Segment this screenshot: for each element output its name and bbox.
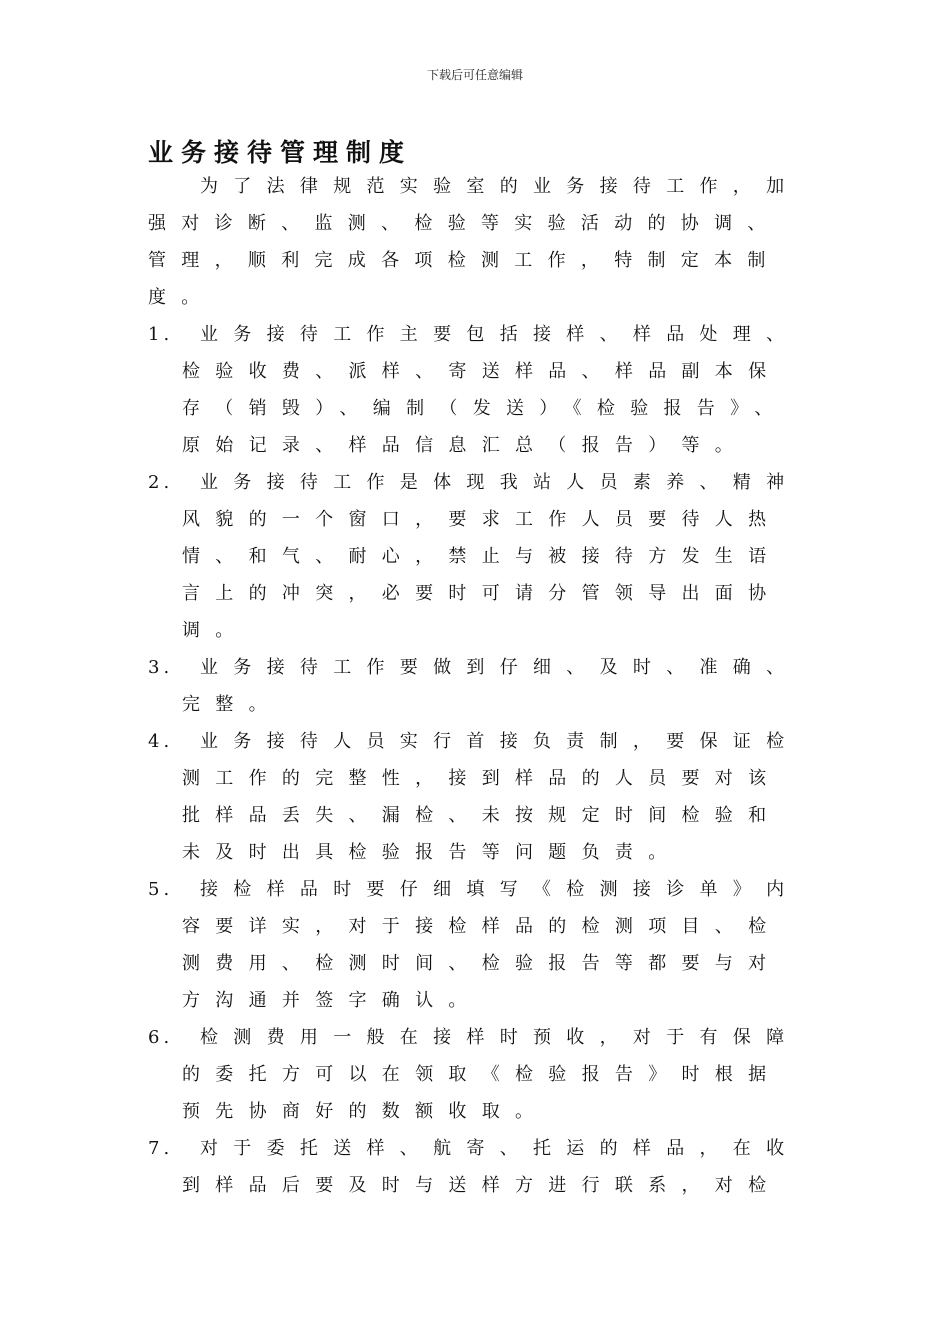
intro-line: 强对诊断、监测、检验等实验活动的协调、 xyxy=(148,213,781,234)
list-item-4-line: 未及时出具检验报告等问题负责。 xyxy=(182,842,682,863)
list-item-number: 2. xyxy=(148,472,174,493)
list-item-text: 业务接待工作要做到仔细、及时、准确、 xyxy=(200,657,800,678)
list-item-6-line: 的委托方可以在领取《检验报告》时根据 xyxy=(182,1064,782,1085)
list-item-1-line xyxy=(148,316,808,353)
list-item-text: 业务接待工作主要包括接样、样品处理、 xyxy=(200,324,800,345)
list-item-1-line: 原始记录、样品信息汇总（报告）等。 xyxy=(182,435,749,456)
list-item-4-line: 批样品丢失、漏检、未按规定时间检验和 xyxy=(182,805,782,826)
list-item-2-line xyxy=(148,464,808,501)
list-item-2-line: 言上的冲突，必要时可请分管领导出面协 xyxy=(182,583,782,604)
list-item-2-line: 调。 xyxy=(182,620,249,641)
list-item-number: 3. xyxy=(148,657,174,678)
list-item-5-line: 方沟通并签字确认。 xyxy=(182,990,482,1011)
document-body xyxy=(148,168,808,1204)
list-item-number: 4. xyxy=(148,731,174,752)
list-item-5-line: 测费用、检测时间、检验报告等都要与对 xyxy=(182,953,782,974)
list-item-3-line xyxy=(148,649,808,686)
list-item-text: 业务接待人员实行首接负责制，要保证检 xyxy=(200,731,800,752)
list-item-number: 6. xyxy=(148,1027,174,1048)
list-item-7-line: 到样品后要及时与送样方进行联系，对检 xyxy=(182,1175,782,1196)
intro-line: 度。 xyxy=(148,287,215,308)
intro-line: 为了法律规范实验室的业务接待工作，加 xyxy=(200,176,800,197)
list-item-7-line xyxy=(148,1130,808,1167)
list-item-number: 1. xyxy=(148,324,174,345)
list-item-1-line: 存（销毁）、编制（发送）《检验报告》、 xyxy=(182,398,788,419)
list-item-text: 检测费用一般在接样时预收，对于有保障 xyxy=(200,1027,800,1048)
list-item-4-line: 测工作的完整性，接到样品的人员要对该 xyxy=(182,768,782,789)
list-item-number: 5. xyxy=(148,879,174,900)
list-item-3-line: 完整。 xyxy=(182,694,282,715)
list-item-2-line: 情、和气、耐心，禁止与被接待方发生语 xyxy=(182,546,782,567)
list-item-text: 接检样品时要仔细填写《检测接诊单》内 xyxy=(200,879,800,900)
list-item-5-line: 容要详实，对于接检样品的检测项目、检 xyxy=(182,916,782,937)
list-item-text: 对于委托送样、航寄、托运的样品，在收 xyxy=(200,1138,800,1159)
list-item-6-line xyxy=(148,1019,808,1056)
list-item-text: 业务接待工作是体现我站人员素养、精神 xyxy=(200,472,800,493)
page-header-note: 下载后可任意编辑 xyxy=(426,68,523,82)
list-item-5-line xyxy=(148,871,808,908)
list-item-1-line: 检验收费、派样、寄送样品、样品副本保 xyxy=(182,361,782,382)
list-item-6-line: 预先协商好的数额收取。 xyxy=(182,1101,549,1122)
list-item-2-line: 风貌的一个窗口，要求工作人员要待人热 xyxy=(182,509,782,530)
document-title: 业务接待管理制度 xyxy=(148,138,413,167)
list-item-4-line xyxy=(148,723,808,760)
intro-line: 管理，顺利完成各项检测工作，特制定本制 xyxy=(148,250,781,271)
list-item-number: 7. xyxy=(148,1138,174,1159)
